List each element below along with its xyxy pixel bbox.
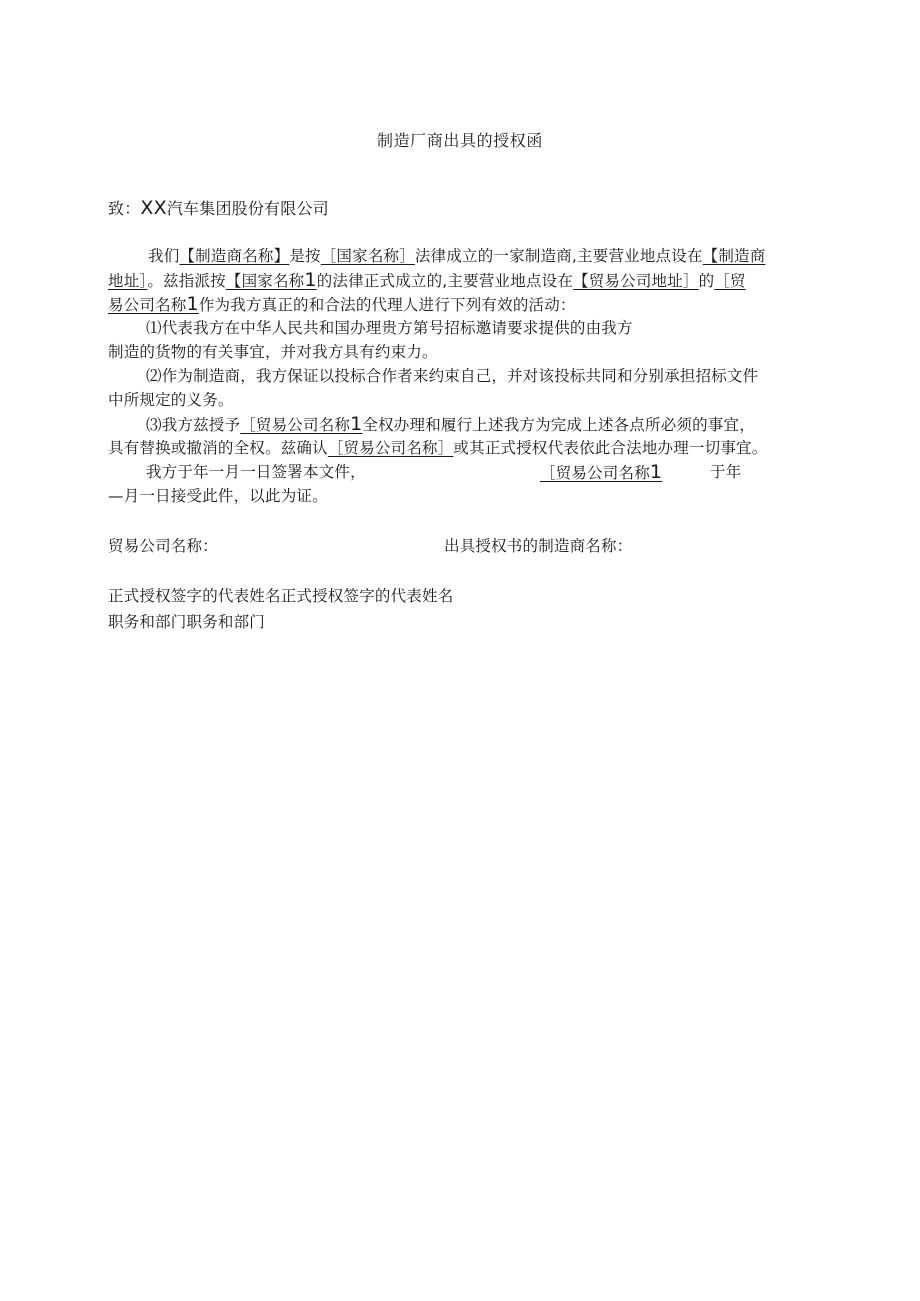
document-title: 制造厂商出具的授权函 — [376, 131, 543, 150]
placeholder-trade-company-name-start: ［贸 — [714, 272, 746, 290]
placeholder-bracket-one-4: 1 — [649, 461, 663, 483]
representative-name-line: 正式授权签字的代表姓名正式授权签字的代表姓名 — [108, 587, 454, 605]
paragraph1-line1 — [108, 246, 812, 266]
placeholder-manufacturer-address-start: 【制造商 — [702, 247, 766, 265]
placeholder-country-name-2: 【国家名称 — [225, 272, 305, 290]
addressee-company-code: XX — [140, 197, 167, 219]
addressee-prefix: 致： — [108, 199, 141, 218]
text-law-established: 法律成立的一家制造商,主要营业地点设在 — [414, 247, 703, 265]
placeholder-bracket-one: 1 — [304, 269, 317, 291]
signing-line-accept: —月一日接受此件，以此为证。 — [108, 487, 328, 505]
item2-line2: 中所规定的义务。 — [108, 391, 234, 409]
placeholder-trade-company-name-4: ［贸易公司名称］ — [327, 439, 454, 457]
paragraph1-line3 — [108, 294, 576, 315]
addressee-line — [108, 198, 329, 219]
placeholder-manufacturer-name: 【制造商名称】 — [179, 247, 290, 265]
placeholder-trade-company-name-3: ［贸易公司名称 — [240, 416, 351, 434]
text-hereby-appoint: 。兹指派按 — [147, 272, 226, 290]
text-according: 是按 — [289, 247, 321, 265]
text-of: 的 — [698, 272, 715, 290]
placeholder-trade-company-name-end: 易公司名称 — [108, 296, 187, 314]
text-we: 我们 — [148, 247, 180, 265]
text-replacement-authority: 具有替换或撤消的全权。兹确认 — [108, 439, 328, 457]
signing-line-year: 于年 — [710, 463, 742, 481]
placeholder-bracket-one-2: 1 — [186, 293, 199, 315]
item1-line1: ⑴代表我方在中华人民共和国办理贵方第号招标邀请要求提供的由我方 — [146, 319, 633, 337]
trade-company-name-label: 贸易公司名称： — [108, 537, 218, 555]
signing-line-part1: 我方于年一月一日签署本文件， — [146, 463, 366, 481]
item2-line1: ⑵作为制造商，我方保证以投标合作者来约束自己，并对该投标共同和分别承担招标文件 — [146, 367, 759, 385]
text-hereby-grant: ⑶我方兹授予 — [146, 416, 241, 434]
placeholder-bracket-one-3: 1 — [350, 413, 363, 435]
text-legal-handling: 或其正式授权代表依此合法地办理一切事宜。 — [453, 439, 768, 457]
placeholder-trade-company-name-5: ［贸易公司名称 — [540, 464, 650, 482]
manufacturer-name-label: 出具授权书的制造商名称： — [444, 537, 633, 555]
placeholder-country-name: ［国家名称］ — [320, 247, 415, 265]
text-formally-established: 的法律正式成立的,主要营业地点设在 — [316, 272, 574, 290]
item3-line2 — [108, 438, 767, 458]
signing-line-part2 — [540, 462, 662, 483]
position-department-line: 职务和部门职务和部门 — [108, 613, 266, 631]
paragraph1-line2 — [108, 270, 746, 291]
addressee-company-name: 汽车集团股份有限公司 — [166, 199, 329, 218]
text-true-agent: 作为我方真正的和合法的代理人进行下列有效的活动： — [198, 296, 576, 314]
item3-line1 — [146, 414, 755, 435]
item1-line2: 制造的货物的有关事宜，并对我方具有约束力。 — [108, 343, 438, 361]
text-full-authority: 全权办理和履行上述我方为完成上述各点所必须的事宜， — [362, 416, 755, 434]
placeholder-trade-company-address: 【贸易公司地址］ — [573, 272, 699, 290]
placeholder-manufacturer-address-end: 地址］ — [108, 272, 148, 290]
